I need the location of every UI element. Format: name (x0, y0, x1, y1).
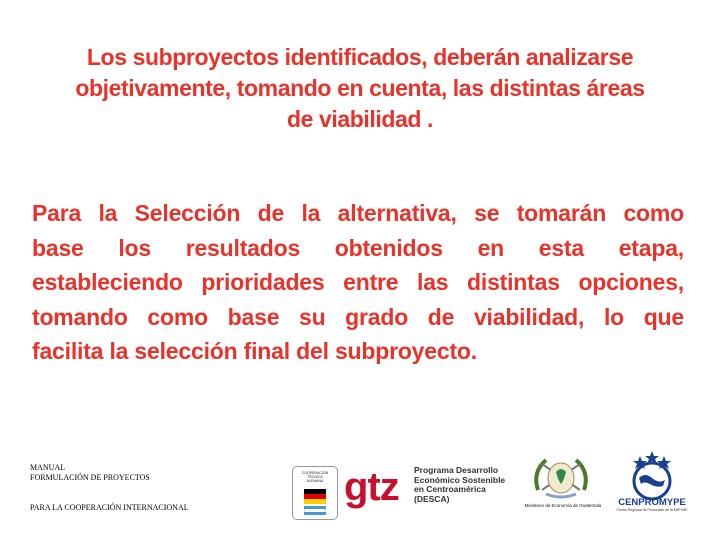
body-line: tomando como base su grado de viabilidad, lo que (32, 303, 684, 330)
body-line: estableciendo prioridades entre las distintas opciones, (32, 269, 684, 295)
heading-line: Los subproyectos identificados, deberán analizarse (86, 44, 634, 70)
gtz-logo-text: gtz (344, 465, 399, 509)
slide-body-paragraph (32, 196, 684, 369)
cooperation-line: COOPERACIÓN (301, 471, 329, 475)
cenpromype-name: CENPROMYPE (618, 497, 686, 508)
cooperation-logo (292, 466, 338, 520)
body-line: Para la Selección de la alternativa, se tomarán como (32, 200, 684, 226)
desca-line: (DESCA) (414, 493, 450, 504)
cenpromype-tagline: Centro Regional de Promoción de la MIPYME (616, 508, 688, 512)
desca-line: Programa Desarrollo (414, 465, 499, 475)
heading-line: de viabilidad . (286, 106, 434, 132)
heading-line: objetivamente, tomando en cuenta, las distintas áreas (75, 75, 645, 101)
desca-logo (414, 466, 516, 504)
desca-line: Económico Sostenible (414, 474, 506, 485)
german-flag-icon (304, 489, 326, 504)
body-line: facilita la selección final del subproyecto. (32, 338, 477, 364)
footer-line: PARA LA COOPERACIÓN INTERNACIONAL (30, 503, 189, 512)
cooperation-line: TÉCNICA (307, 475, 323, 479)
footer-manual-title (30, 463, 250, 513)
cooperation-logo-text (296, 471, 334, 483)
footer-line: FORMULACIÓN DE PROYECTOS (30, 473, 150, 482)
slide-heading (20, 42, 700, 135)
gtz-logo (342, 462, 406, 512)
cooperation-line: ALEMANA (306, 479, 324, 483)
partner-flag-icon (304, 506, 326, 515)
footer-line: MANUAL (30, 463, 66, 472)
body-line: base los resultados obtenidos en esta etapa, (32, 234, 684, 261)
desca-line: en Centroamérica (414, 484, 486, 494)
ministry-caption: Ministerio de Economía de Guatemala (524, 503, 602, 508)
